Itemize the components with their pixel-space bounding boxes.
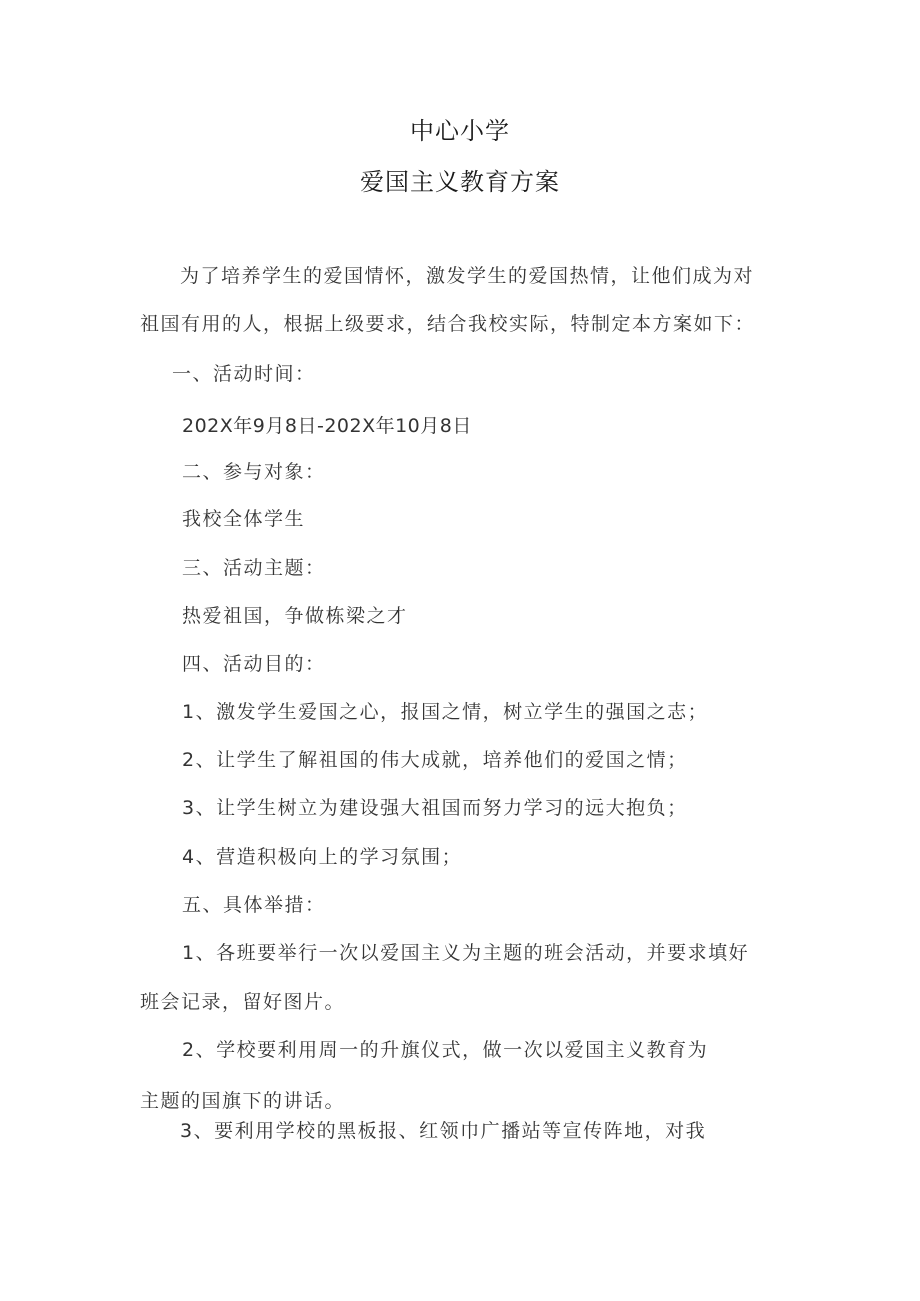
- measure-3-line-1: 3、要利用学校的黑板报、红领巾广播站等宣传阵地，对我: [180, 1120, 707, 1142]
- participants-value: 我校全体学生: [182, 508, 306, 530]
- section-heading-goals: 四、活动目的：: [182, 653, 326, 675]
- section-heading-participants: 二、参与对象：: [182, 461, 326, 483]
- goal-item: 2、让学生了解祖国的伟大成就，培养他们的爱国之情；: [182, 749, 688, 771]
- section-heading-theme: 三、活动主题：: [182, 557, 326, 579]
- section-heading-measures: 五、具体举措：: [182, 894, 326, 916]
- measure-1-line-1: 1、各班要举行一次以爱国主义为主题的班会活动，并要求填好: [182, 942, 750, 964]
- intro-paragraph-line-2: 祖国有用的人，根据上级要求，结合我校实际，特制定本方案如下：: [140, 313, 756, 335]
- theme-value: 热爱祖国，争做栋梁之才: [182, 605, 408, 627]
- document-title: 爱国主义教育方案: [360, 168, 560, 196]
- school-name: 中心小学: [410, 117, 510, 145]
- measure-1-line-2: 班会记录，留好图片。: [140, 991, 346, 1013]
- goal-item: 4、营造积极向上的学习氛围；: [182, 846, 463, 868]
- intro-paragraph-line-1: 为了培养学生的爱国情怀，激发学生的爱国热情，让他们成为对: [180, 265, 755, 287]
- section-heading-time: 一、活动时间：: [172, 363, 316, 385]
- goal-item: 1、激发学生爱国之心，报国之情，树立学生的强国之志；: [182, 701, 709, 723]
- goal-item: 3、让学生树立为建设强大祖国而努力学习的远大抱负；: [182, 797, 688, 819]
- activity-time-value: 202X年9月8日-202X年10月8日: [182, 415, 472, 437]
- measure-2-line-1: 2、学校要利用周一的升旗仪式，做一次以爱国主义教育为: [182, 1039, 709, 1061]
- measure-2-line-2: 主题的国旗下的讲话。: [140, 1090, 346, 1112]
